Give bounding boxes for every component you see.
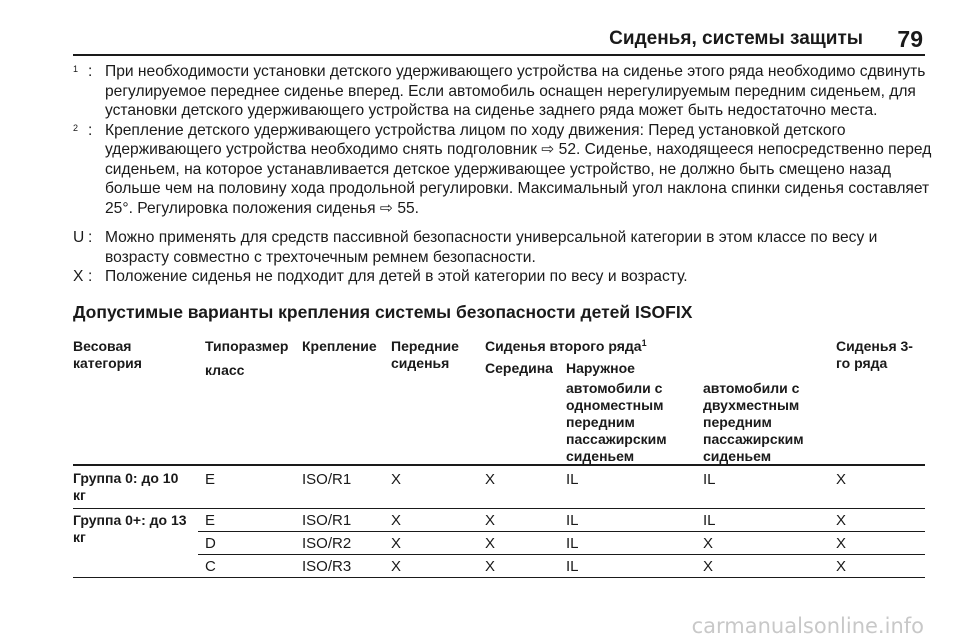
cell-outer-single: IL bbox=[566, 512, 579, 529]
legend-text: Положение сиденья не подходит для детей в этой категории по весу и возрасту. bbox=[105, 268, 688, 285]
cell-fixture: ISO/R1 bbox=[302, 471, 352, 488]
legend-mark: U bbox=[73, 229, 85, 246]
group-label-0: Группа 0: до 10 кг bbox=[73, 470, 179, 503]
header-second-row-sup: 1 bbox=[641, 338, 647, 348]
cell-third: X bbox=[836, 512, 847, 529]
header-size-class-1: Типоразмер bbox=[205, 338, 289, 354]
cell-fixture: ISO/R1 bbox=[302, 512, 352, 529]
page-header bbox=[73, 20, 925, 56]
header-second-row: Сиденья второго ряда$^1$ bbox=[485, 338, 647, 354]
footnote-text: При необходимости установки детского удерживающего устройства на сиденье этого ряда необходимо сдвинуть регулируемое переднее сиденье вперед. Если автомобиль оснащен нерегулируемым передним сиденьем, для установки детского удерживающего устройства на сиденье заднего ряда может быть недостаточно места. bbox=[105, 63, 926, 119]
cell-outer-double: X bbox=[703, 535, 714, 552]
cell-center: X bbox=[485, 471, 496, 488]
cell-class: E bbox=[205, 512, 216, 529]
header-front-seats: Передние сиденья bbox=[391, 338, 459, 371]
cell-third: X bbox=[836, 535, 847, 552]
cell-outer-single: IL bbox=[566, 535, 579, 552]
cell-fixture: ISO/R3 bbox=[302, 558, 352, 575]
group-divider bbox=[73, 508, 925, 509]
cell-outer-single: IL bbox=[566, 471, 579, 488]
footnote-mark: 2 bbox=[73, 122, 79, 133]
cell-class: D bbox=[205, 535, 216, 552]
header-title: Сиденья, системы защиты bbox=[609, 28, 863, 49]
header-outer: Наружное bbox=[566, 360, 635, 376]
legend-text: Можно применять для средств пассивной безопасности универсальной категории в этом классе по весу и возрасту совместно с трехточечным ремнем безопасности. bbox=[105, 229, 878, 266]
row-divider bbox=[198, 531, 925, 532]
cell-outer-double: IL bbox=[703, 512, 716, 529]
cell-third: X bbox=[836, 471, 847, 488]
row-divider bbox=[198, 554, 925, 555]
table-header-rule bbox=[73, 464, 925, 466]
page-number: 79 bbox=[897, 26, 923, 52]
footnotes bbox=[73, 62, 933, 287]
legend-u: U : Можно применять для средств пассивной безопасности универсальной категории в этом классе по весу и возрасту совместно с трехточечным ремнем безопасности. bbox=[73, 229, 878, 266]
cell-outer-single: IL bbox=[566, 558, 579, 575]
cell-fixture: ISO/R2 bbox=[302, 535, 352, 552]
header-double-seat: автомобили с двухместным передним пассажирским сиденьем bbox=[703, 380, 804, 464]
header-center: Середина bbox=[485, 360, 553, 376]
header-third-row: Сиденья 3-го ряда bbox=[836, 338, 913, 371]
cell-front: X bbox=[391, 558, 402, 575]
cell-outer-double: X bbox=[703, 558, 714, 575]
footnote-mark: 1 bbox=[73, 64, 79, 74]
legend-mark: X bbox=[73, 268, 84, 285]
cell-outer-double: IL bbox=[703, 471, 716, 488]
header-weight-category: Весовая категория bbox=[73, 338, 142, 371]
footnote-1: $^1$ : При необходимости установки детского удерживающего устройства на сиденье этого ряда необходимо сдвинуть регулируемое переднее сиденье вперед. Если автомобиль оснащен нерегулируемым передним сиденьем, для установки детского удерживающего устройства на сиденье заднего ряда может быть недостаточно места. bbox=[73, 63, 926, 119]
table-bottom-rule bbox=[73, 577, 925, 578]
group-label-1: Группа 0+: до 13 кг bbox=[73, 512, 187, 545]
cell-center: X bbox=[485, 512, 496, 529]
cell-center: X bbox=[485, 558, 496, 575]
cell-center: X bbox=[485, 535, 496, 552]
header-fixture: Крепление bbox=[302, 338, 377, 354]
cell-front: X bbox=[391, 471, 402, 488]
cell-class: C bbox=[205, 558, 216, 575]
legend-x: X : Положение сиденья не подходит для детей в этой категории по весу и возрасту. bbox=[73, 268, 688, 285]
cell-class: E bbox=[205, 471, 216, 488]
watermark: carmanualsonline.info bbox=[691, 614, 924, 638]
cell-front: X bbox=[391, 512, 402, 529]
footnote-text: Крепление детского удерживающего устройства лицом по ходу движения: Перед установкой детского удерживающего устройства необходимо снять подголовник ⇨ 52. Сиденье, находящееся непосредственно перед сиденьем, на которое устанавливается детское удерживающее устройство, не должно быть смещено назад больше чем на половину хода продольной регулировки. Максимальный угол наклона спинки сиденья составляет 25°. Регулировка положения сиденья ⇨ 55. bbox=[105, 121, 932, 217]
header-single-seat: автомобили с одноместным передним пассажирским сиденьем bbox=[566, 380, 667, 464]
cell-third: X bbox=[836, 558, 847, 575]
cell-front: X bbox=[391, 535, 402, 552]
header-size-class-2: класс bbox=[205, 362, 245, 378]
section-title: Допустимые варианты крепления системы безопасности детей ISOFIX bbox=[73, 302, 693, 322]
footnote-2: $^2$ : Крепление детского удерживающего устройства лицом по ходу движения: Перед установкой детского удерживающего устройства необходимо снять подголовник ⇨ 52. Сиденье, находящееся непосредственно перед сиденьем, на которое устанавливается детское удерживающее устройство, не должно быть смещено назад больше чем на половину хода продольной регулировки. Максимальный угол наклона спинки сиденья составляет 25°. Регулировка положения сиденья ⇨ 55. bbox=[73, 121, 932, 217]
